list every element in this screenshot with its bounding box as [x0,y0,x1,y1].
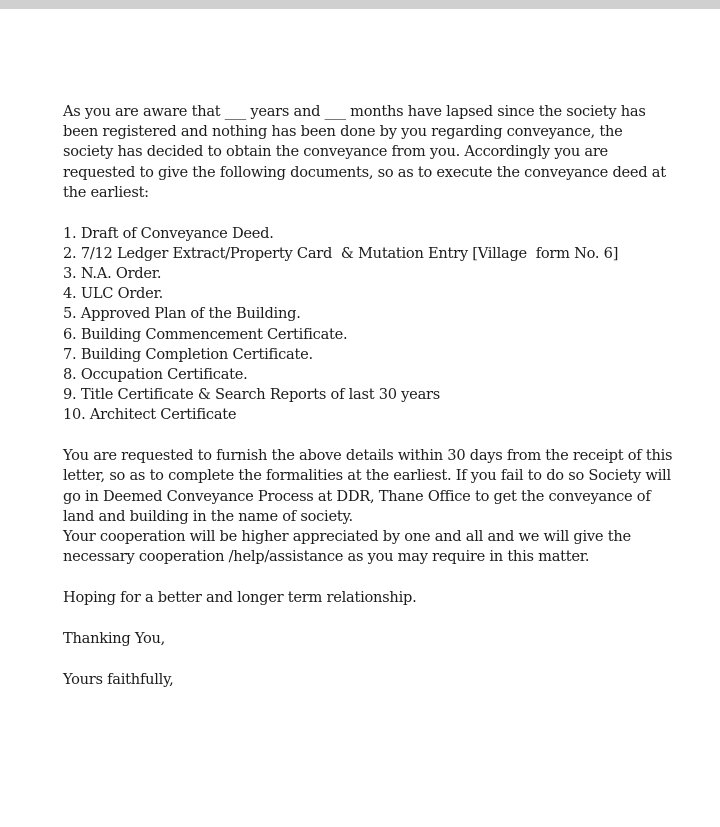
paragraph-spacer [63,203,673,224]
closing-line: Yours faithfully, [63,670,174,688]
hoping-line: Hoping for a better and longer term relationship. [63,589,417,607]
paragraph-spacer [63,608,673,629]
list-item: 5. Approved Plan of the Building. [63,305,301,323]
list-item: 9. Title Certificate & Search Reports of last 30 years [63,386,440,404]
list-item: 1. Draft of Conveyance Deed. [63,224,274,242]
list-item: 8. Occupation Certificate. [63,366,248,384]
thanking-line: Thanking You, [63,629,166,647]
paragraph-spacer [63,649,673,670]
list-item: 10. Architect Certificate [63,406,237,424]
list-item: 2. 7/12 Ledger Extract/Property Card & Mutation Entry [Village form No. 6] [63,244,619,262]
cooperation-paragraph: Your cooperation will be higher appreciated by one and all and we will give the necessary cooperation /help/assistance as you may require in this matter. [63,528,636,566]
paragraph-spacer [63,567,673,588]
paragraph-spacer [63,426,673,447]
list-item: 7. Building Completion Certificate. [63,345,313,363]
request-paragraph: You are requested to furnish the above details within 30 days from the receipt of this letter, so as to complete the formalities at the earliest. If you fail to do so Society will go in Deemed Conveyance Process at DDR, Thane Office to get the conveyance of land and building in the name of society. [63,447,677,525]
top-scroll-bar [0,0,720,9]
documents-list [63,224,673,426]
list-item: 6. Building Commencement Certificate. [63,325,348,343]
list-item: 4. ULC Order. [63,285,164,303]
list-item: 3. N.A. Order. [63,265,162,283]
intro-paragraph: As you are aware that ___ years and ___ months have lapsed since the society has been registered and nothing has been done by you regarding conveyance, the society has decided to obtain the conveyance from you. Accordingly you are requested to give the following documents, so as to execute the conveyance deed at the earliest: [63,103,671,201]
letter-body [63,102,677,690]
